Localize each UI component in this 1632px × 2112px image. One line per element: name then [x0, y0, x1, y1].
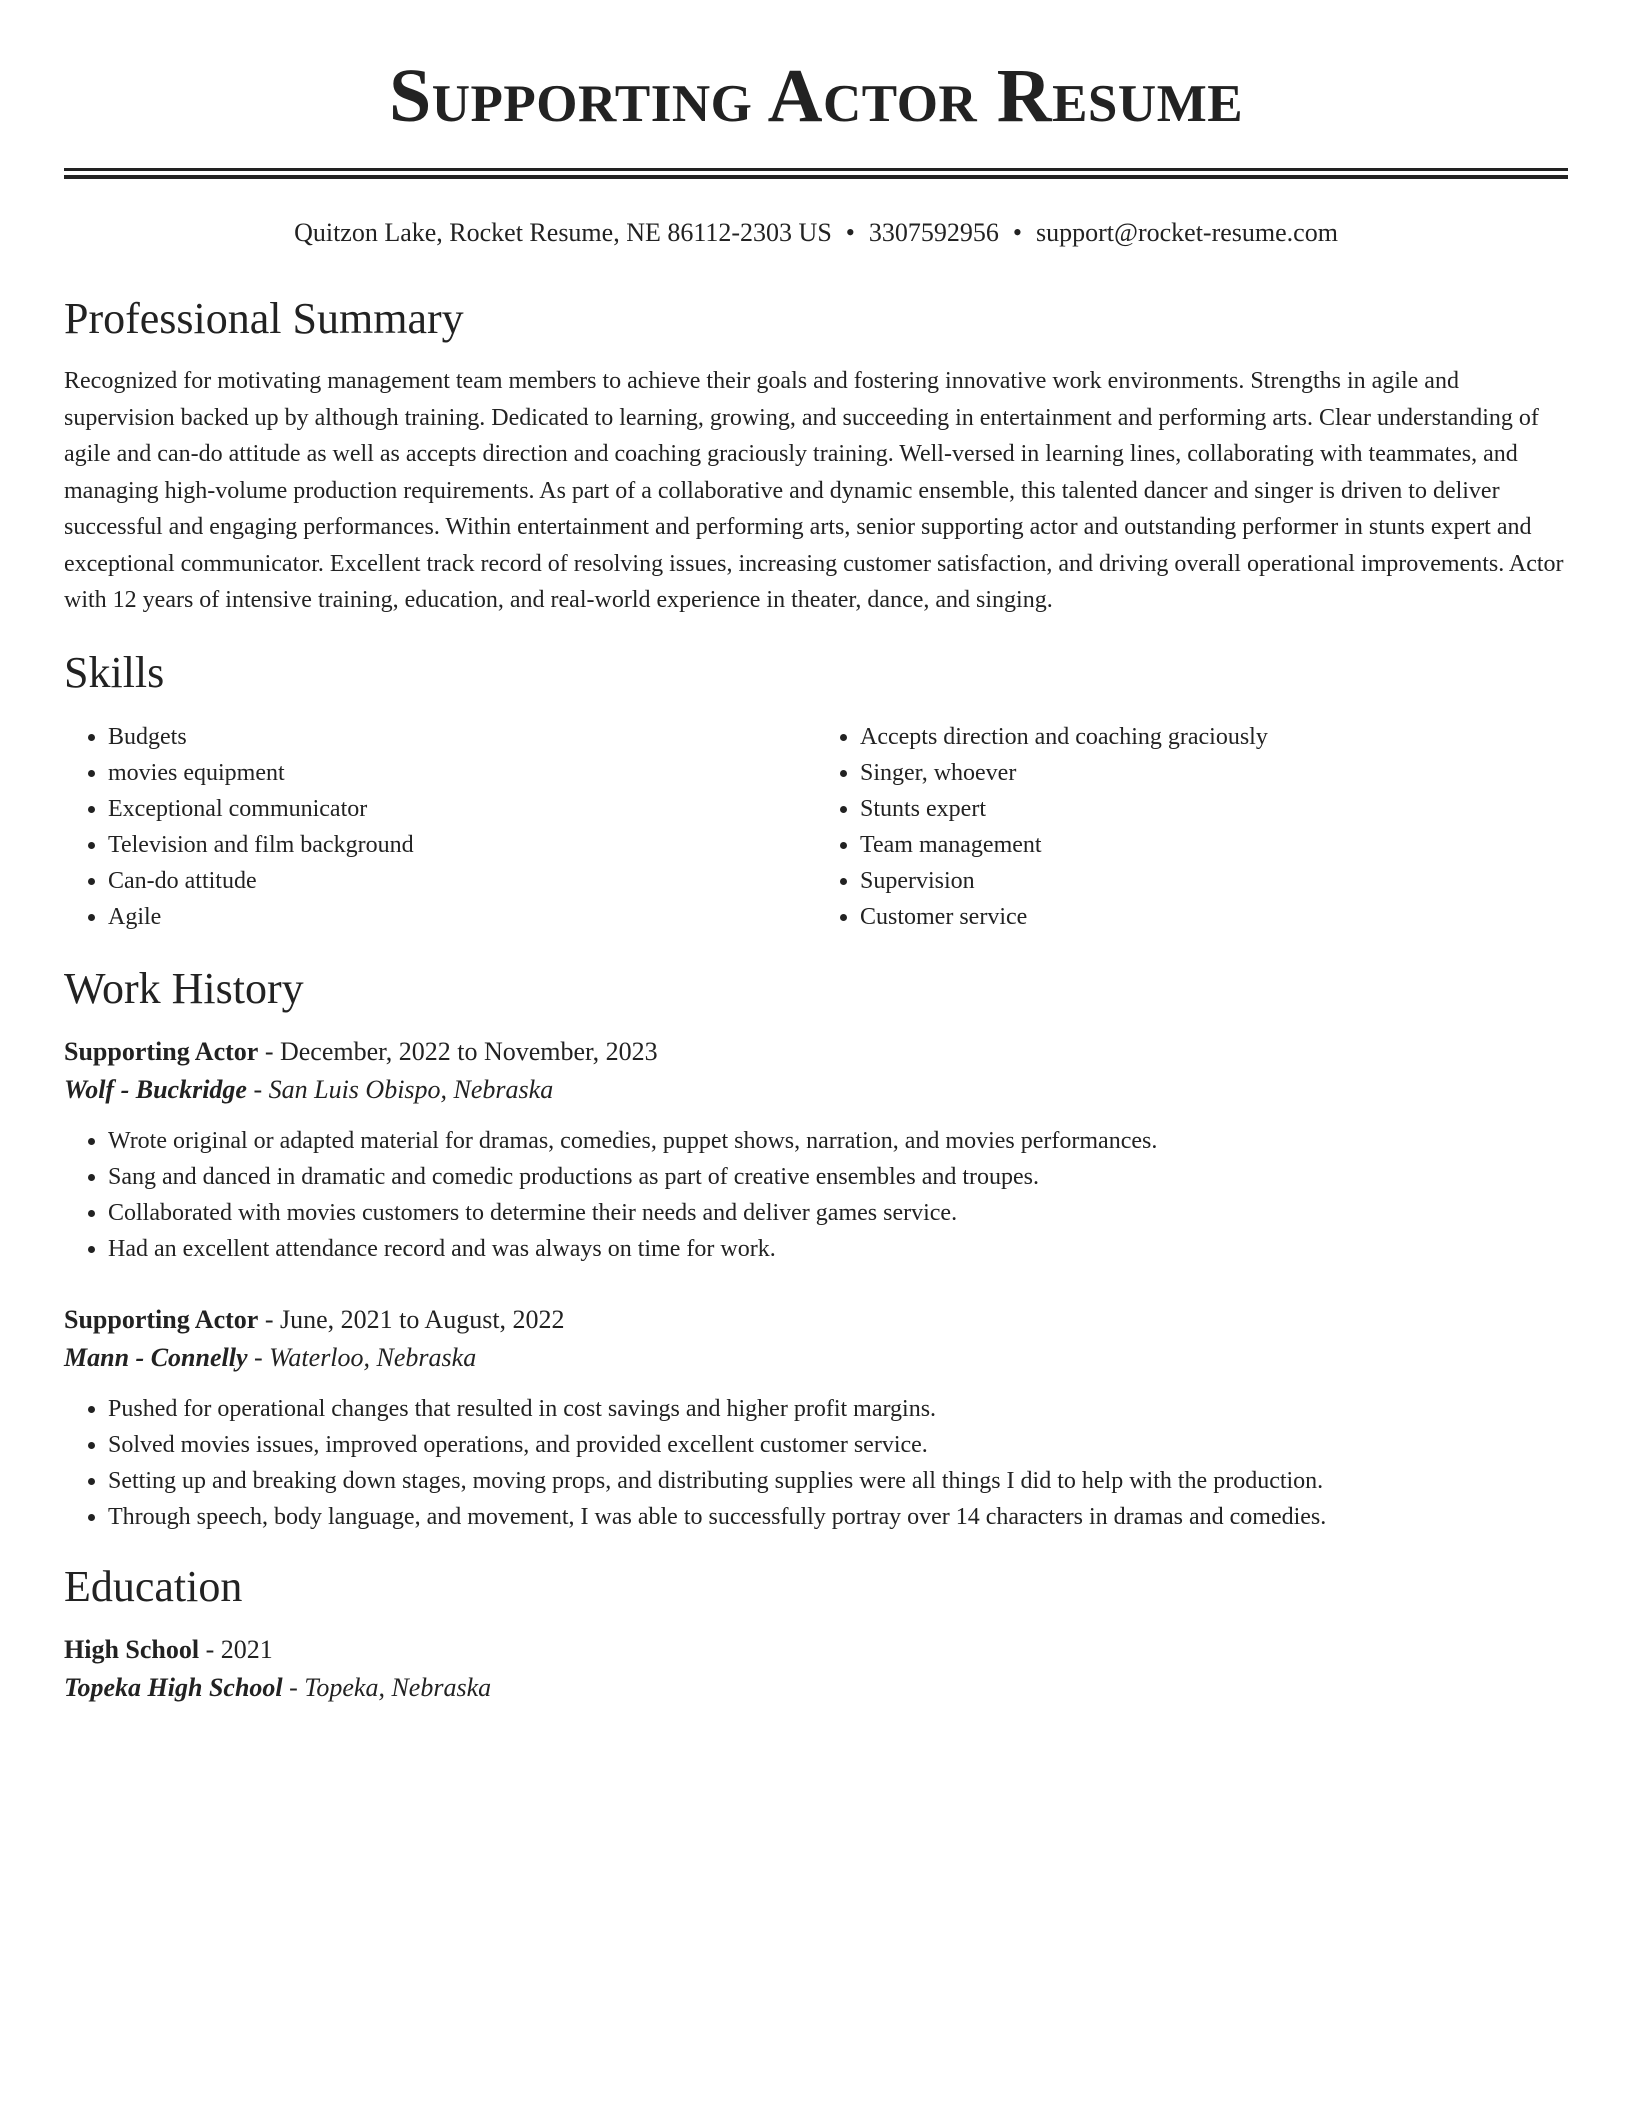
skill-item: • Customer service	[860, 899, 1568, 935]
job-company-line	[64, 1071, 1568, 1109]
job-company: Mann - Connelly	[64, 1342, 248, 1372]
job-company: Wolf - Buckridge	[64, 1074, 247, 1104]
job-title: Supporting Actor	[64, 1304, 259, 1334]
skill-item: • Budgets	[108, 719, 816, 755]
skill-item: • Supervision	[860, 863, 1568, 899]
job-location: - San Luis Obispo, Nebraska	[246, 1074, 554, 1104]
job-title-line	[64, 1033, 1568, 1071]
education-degree-line	[64, 1631, 1568, 1669]
education-school: Topeka High School	[64, 1672, 283, 1702]
skills-list-right	[816, 719, 1568, 935]
resume-page	[64, 0, 1568, 1707]
job-entry	[64, 1301, 1568, 1535]
skills-list-left	[64, 719, 816, 935]
job-bullets	[64, 1123, 1568, 1267]
summary-text: Recognized for motivating management team members to achieve their goals and fostering innovative work environments. Strengths in agile and supervision backed up by although training. Dedicated to learning, growing, and succeeding in entertainment and performing arts. Clear understanding of agile and can-do attitude as well as accepts direction and coaching graciously training. Well-versed in learning lines, collaborating with teammates, and managing high-volume production requirements. As part of a collaborative and dynamic ensemble, this talented dancer and singer is driven to deliver successful and engaging performances. Within entertainment and performing arts, senior supporting actor and outstanding performer in stunts expert and exceptional communicator. Excellent track record of resolving issues, increasing customer satisfaction, and driving overall operational improvements. Actor with 12 years of intensive training, education, and real-world experience in theater, dance, and singing.	[64, 368, 1564, 613]
job-dates: - June, 2021 to August, 2022	[258, 1304, 565, 1334]
job-bullet: • Collaborated with movies customers to determine their needs and deliver games service.	[108, 1195, 1568, 1231]
job-title: Supporting Actor	[64, 1036, 259, 1066]
job-bullet: • Solved movies issues, improved operations, and provided excellent customer service.	[108, 1427, 1568, 1463]
job-bullet: • Through speech, body language, and movement, I was able to successfully portray over 14 characters in dramas and comedies.	[108, 1499, 1568, 1535]
work-history-heading: Work History	[64, 963, 304, 1013]
contact-separator: •	[1012, 218, 1023, 247]
skill-item: • Agile	[108, 899, 816, 935]
title-double-rule	[64, 168, 1568, 179]
skill-item: • movies equipment	[108, 755, 816, 791]
skill-item: • Singer, whoever	[860, 755, 1568, 791]
job-title-line	[64, 1301, 1568, 1339]
contact-separator: •	[845, 218, 855, 247]
skills-heading: Skills	[64, 647, 165, 697]
skill-item: • Television and film background	[108, 827, 816, 863]
job-dates: - December, 2022 to November, 2023	[258, 1036, 658, 1066]
education-school-line	[64, 1669, 1568, 1707]
contact-address: Quitzon Lake, Rocket Resume, NE 86112-2303 US	[294, 218, 832, 247]
job-bullet: • Had an excellent attendance record and was always on time for work.	[108, 1231, 1568, 1267]
job-entry	[64, 1033, 1568, 1267]
education-heading: Education	[64, 1561, 243, 1611]
education-location: - Topeka, Nebraska	[282, 1672, 492, 1702]
contact-phone: 3307592956	[868, 218, 999, 247]
education-entry	[64, 1631, 1568, 1707]
job-bullet: • Sang and danced in dramatic and comedic productions as part of creative ensembles and troupes.	[108, 1159, 1568, 1195]
skill-item: • Team management	[860, 827, 1568, 863]
contact-email: support@rocket-resume.com	[1036, 218, 1338, 247]
education-degree: High School	[64, 1634, 200, 1664]
job-bullets	[64, 1391, 1568, 1535]
skills-columns	[64, 719, 1568, 935]
job-company-line	[64, 1339, 1568, 1377]
job-bullet: • Wrote original or adapted material for dramas, comedies, puppet shows, narration, and movies performances.	[108, 1123, 1568, 1159]
job-bullet: • Pushed for operational changes that resulted in cost savings and higher profit margins.	[108, 1391, 1568, 1427]
education-year: - 2021	[199, 1634, 273, 1664]
skill-item: • Can-do attitude	[108, 863, 816, 899]
skill-item: • Accepts direction and coaching graciously	[860, 719, 1568, 755]
skill-item: • Exceptional communicator	[108, 791, 816, 827]
job-location: - Waterloo, Nebraska	[247, 1342, 477, 1372]
skill-item: • Stunts expert	[860, 791, 1568, 827]
resume-title: Supporting Actor Resume	[388, 54, 1244, 138]
job-bullet: • Setting up and breaking down stages, moving props, and distributing supplies were all things I did to help with the production.	[108, 1463, 1568, 1499]
contact-line	[64, 215, 1568, 251]
summary-heading: Professional Summary	[64, 294, 464, 343]
